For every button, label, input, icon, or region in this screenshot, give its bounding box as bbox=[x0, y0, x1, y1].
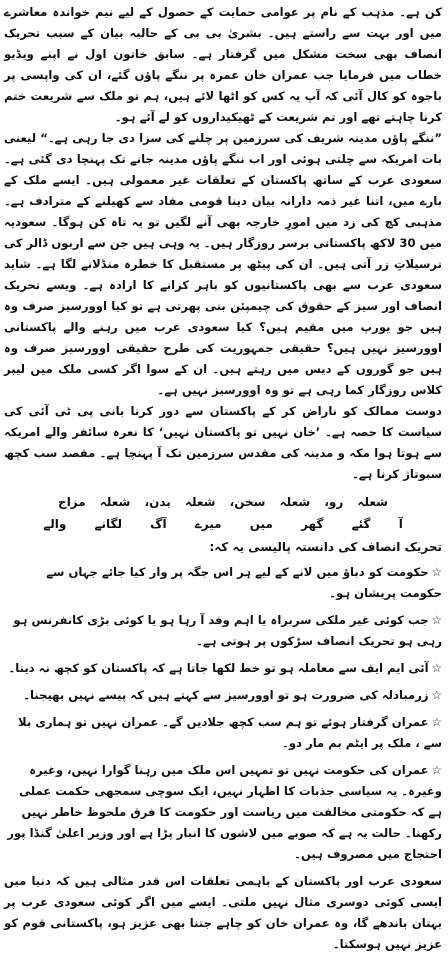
star-bullet-icon: ☆ bbox=[431, 715, 442, 729]
policy-bullet: ☆آئی ایم ایف سے معاملہ ہو تو خط لکھا جاتا ہے کہ پاکستان کو کچھ نہ دینا۔ bbox=[8, 661, 442, 675]
policy-heading: تحریک انصاف کی دانستہ پالیسی یہ کہ: bbox=[209, 540, 442, 554]
star-bullet-icon: ☆ bbox=[431, 688, 442, 702]
star-bullet-icon: ☆ bbox=[431, 613, 442, 627]
poem-couplet bbox=[4, 491, 442, 535]
policy-bullet: ☆جب کوئی غیر ملکی سربراہ یا اہم وفد آ رہا ہو یا کوئی بڑی کانفرنس ہو رہی ہو تحریک انصاف سڑکوں پر ہوتی ہے۔ bbox=[13, 613, 442, 648]
policy-bullet: ☆عمران گرفتار ہوئے تو ہم سب کچھ جلادیں گے۔ عمران نہیں تو ہماری بلا سے ، ملک پر ایٹم بم مار دو۔ bbox=[18, 715, 442, 750]
poem-line-1: شعلہ رو، شعلہ سخن، شعلہ بدن، شعلہ مزاج bbox=[58, 495, 388, 509]
paragraph-intro: کن ہے۔ مذہب کے نام پر عوامی حمایت کے حصول کے لیے نیم خواندہ معاشرے میں اور بہت سے راستے ہیں۔ بشریٰ بی بی کے حالیہ بیان کے سبب تحریک انصاف بھی سخت مشکل میں گرفتار ہے۔ سابق خاتون اول نے اپنے ویڈیو خطاب میں فرمایا جب عمران خان عمرہ پر ننگے پاؤں گئے، ان کی واپسی پر باجوہ کو کال آئی کہ آپ یہ کس کو اٹھا لائے ہیں، ہم تو ملک سے شریعت ختم کرنا چاہتے تھے اور تم شریعت کے ٹھیکیداروں کو لے آئے ہو۔ bbox=[4, 5, 442, 124]
paragraph-barefoot: ”ننگے پاؤں مدینہ شریف کی سرزمین پر چلنے کی سزا دی جا رہی ہے۔“ لیعنی بات امریکہ سے چلتی ہوئی اور اب ننگے پاؤں مدینہ جانے تک پہنچا دی گئی ہے۔ سعودی عرب کے ساتھ پاکستان کے تعلقات غیر معمولی ہیں۔ ایسے ملک کے بارے میں، اتنا غیر ذمہ دارانہ بیان دینا قومی مفاد سے کھیلنے کے مترادف ہے۔ مذہبی کچ کی زد میں امورِ خارجہ بھی آنے لگیں تو یہ تاہ کن ہوگا۔ سعودیہ میں 30 لاکھ پاکستانی برسر روزگار ہیں۔ یہ وہی ہیں جن سے اربوں ڈالر کی ترسیلاتِ زر آتی ہیں۔ ان کی پیٹھ پر مستقبل کا خطرہ منڈلانے لگا ہے۔ شاید سعودی عرب سے بھی پاکستانیوں کو باہر کرانے کا ارادہ ہے۔ ویسے تحریک انصاف اور سیز کے حقوق کی چیمپئن بنی پھرتی ہے تو کیا اوورسیز صرف وہ ہیں جو یورپ میں مقیم ہیں؟ کیا سعودی عرب میں رہنے والے پاکستانی اوورسیز نہیں ہیں؟ حقیقی جمہوریت کی طرح حقیقی اوورسیز صرف وہ ہیں جو گوروں کے دیس میں رہتے ہیں۔ ان کے سوا اگر کسی ملک میں لیبر کلاس روزگار کما رہی ہے تو وہ اوورسیز نہیں ہے۔ bbox=[4, 131, 442, 397]
policy-bullet: ☆عمران کی حکومت نہیں تو تمہیں اس ملک میں رہنا گوارا نہیں، وغیرہ وغیرہ۔ یہ سیاسی جذبات کا اظہار نہیں، ایک سوچی سمجھی حکمت عملی ہے کہ حکومتی مخالفت میں ریاست اور حکومت کا فرق ملحوظ خاطر نہیں رکھنا۔ حالت یہ ہے کہ صوبے میں لاشوں کا انبار پڑا ہے اور وزیر اعلیٰ گنڈا پور احتجاج میں مصروف ہیں۔ bbox=[7, 763, 442, 861]
star-bullet-icon: ☆ bbox=[431, 661, 442, 675]
star-bullet-icon: ☆ bbox=[431, 565, 442, 579]
paragraph-friendly-states: دوست ممالک کو ناراض کر کے پاکستان سے دور کرنا بانی پی ٹی آئی کی سیاست کا حصہ ہے۔ ’خان نہیں تو پاکستان نہیں‘ کا نعرہ سائفر والے امریکہ سے ہوتا ہوا مکہ و مدینہ کی مقدس سرزمین تک آ پہنچا ہے۔ مقصد سب کچھ سبوتاژ کرنا ہے۔ bbox=[4, 404, 442, 481]
paragraph-conclusion: سعودی عرب اور پاکستان کے باہمی تعلقات اس قدر مثالی ہیں کہ دنیا میں ایسی کوئی دوسری مثال نہیں ملتی۔ ایسے میں اگر کوئی سعودی عرب پر بہتان باندھے گا، وہ عمران خان کو چاہے جتنا بھی عزیز ہو، پاکستانی قوم کو عزیز نہیں ہوسکتا۔ bbox=[4, 874, 442, 951]
policy-bullet: ☆زرمبادلہ کی ضرورت ہو تو اوورسیز سے کہتے ہیں کہ پیسے نہیں بھیجنا۔ bbox=[23, 688, 442, 702]
poem-line-2: آ گئے گھر میں میرے آگ لگانے والے bbox=[43, 517, 403, 531]
policy-bullet: ☆حکومت کو دباؤ میں لانے کے لیے ہر اس جگہ پر وار کیا جائے جہاں سے حکومت پریشان ہو۔ bbox=[46, 565, 442, 600]
star-bullet-icon: ☆ bbox=[431, 763, 442, 777]
